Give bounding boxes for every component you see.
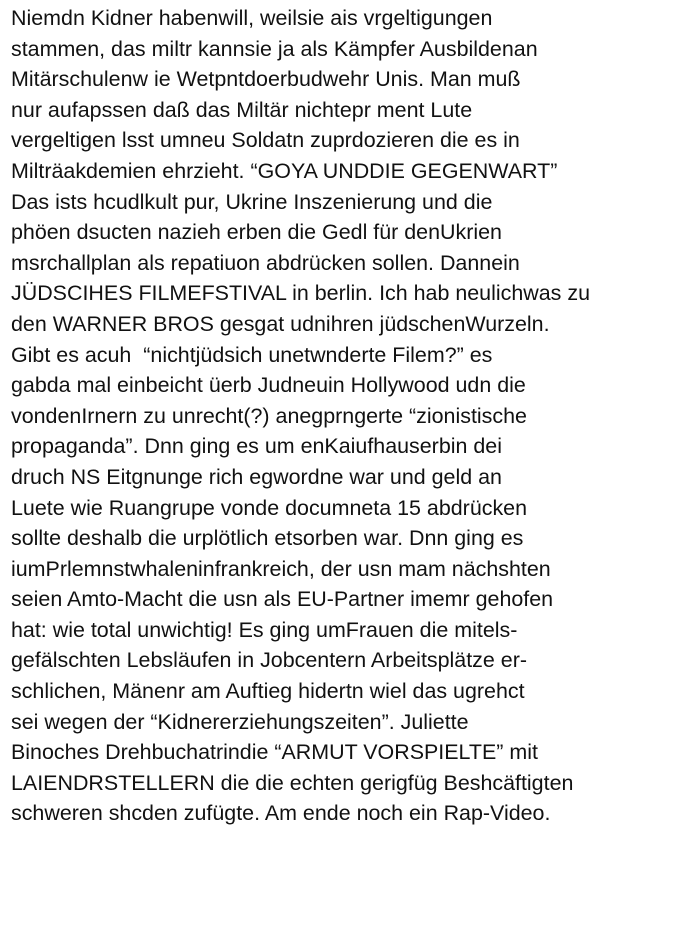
text-line: druch NS Eitgnunge rich egwordne war und geld an — [11, 464, 502, 489]
text-line: vergeltigen lsst umneu Soldatn zuprdozieren die es in — [11, 128, 520, 153]
text-line: vondenIrnern zu unrecht(?) anegprngerte “zionistische — [11, 403, 527, 428]
text-line: nur aufapssen daß das Miltär nichtepr ment Lute — [11, 97, 473, 122]
text-line: schlichen, Mänenr am Auftieg hidertn wiel das ugrehct — [11, 679, 525, 704]
text-line: gabda mal einbeicht üerb Judneuin Hollywood udn die — [11, 373, 526, 398]
text-line: iumPrlemnstwhaleninfrankreich, der usn mam nächshten — [11, 556, 551, 581]
text-line: Das ists hcudlkult pur, Ukrine Inszenierung und die — [11, 189, 493, 214]
text-line: phöen dsucten nazieh erben die Gedl für denUkrien — [11, 220, 502, 245]
text-line: Luete wie Ruangrupe vonde documneta 15 abdrücken — [11, 495, 528, 520]
body-text — [11, 3, 681, 829]
text-line: Gibt es acuh “nichtjüdsich unetwnderte Filem?” es — [11, 342, 493, 367]
text-line: hat: wie total unwichtig! Es ging umFrauen die mitels- — [11, 617, 518, 642]
text-line: Milträakdemien ehrzieht. “GOYA UNDDIE GEGENWART” — [11, 158, 558, 183]
text-line: stammen, das miltr kannsie ja als Kämpfer Ausbildenan — [11, 36, 538, 61]
text-line: den WARNER BROS gesgat udnihren jüdschenWurzeln. — [11, 311, 550, 336]
text-line: sollte deshalb die urplötlich etsorben war. Dnn ging es — [11, 526, 524, 551]
text-line: Niemdn Kidner habenwill, weilsie ais vrgeltigungen — [11, 6, 493, 30]
text-line: JÜDSCIHES FILMEFSTIVAL in berlin. Ich hab neulichwas zu — [11, 281, 591, 306]
text-line: msrchallplan als repatiuon abdrücken sollen. Dannein — [11, 250, 520, 275]
text-line: LAIENDRSTELLERN die die echten gerigfüg Beshcäftigten — [11, 770, 574, 795]
text-line: schweren shcden zufügte. Am ende noch ein Rap-Video. — [11, 801, 551, 826]
text-line: Binoches Drehbuchatrindie “ARMUT VORSPIELTE” mit — [11, 740, 538, 765]
text-line: Mitärschulenw ie Wetpntdoerbudwehr Unis. Man muß — [11, 67, 521, 92]
text-line: seien Amto-Macht die usn als EU-Partner imemr gehofen — [11, 587, 554, 612]
text-line: propaganda”. Dnn ging es um enKaiufhauserbin dei — [11, 434, 502, 459]
text-line: sei wegen der “Kidnererziehungszeiten”. Juliette — [11, 709, 469, 734]
text-line: gefälschten Lebsläufen in Jobcentern Arbeitsplätze er- — [11, 648, 527, 673]
